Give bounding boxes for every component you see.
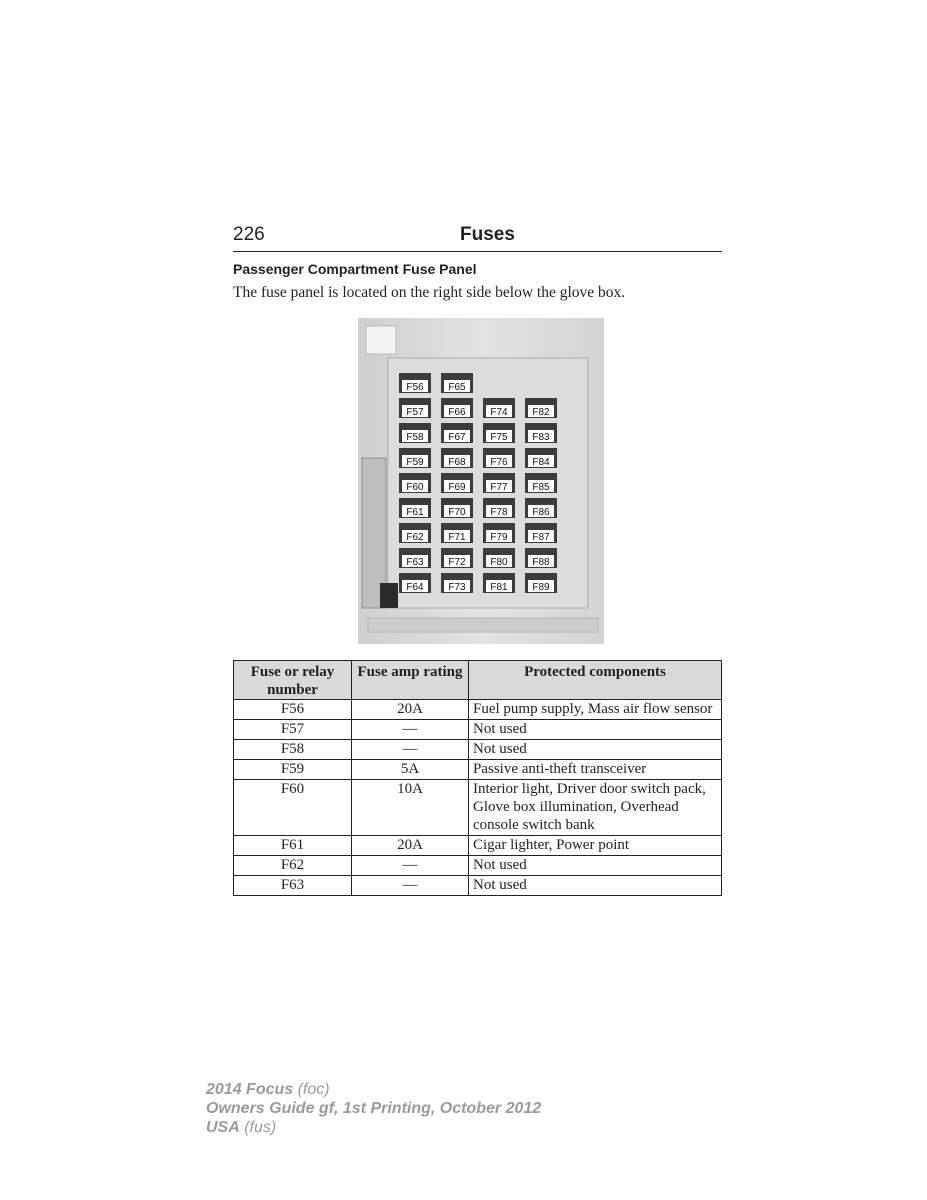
amp-rating: — bbox=[352, 740, 469, 760]
protected-components: Not used bbox=[469, 856, 722, 876]
fuse-slot bbox=[441, 573, 473, 593]
fuse-label: F89 bbox=[532, 582, 550, 593]
header-fuse-number: Fuse or relay number bbox=[234, 661, 352, 700]
table-row bbox=[234, 720, 722, 740]
fuse-number: F61 bbox=[234, 836, 352, 856]
header-amp-rating: Fuse amp rating bbox=[352, 661, 469, 700]
footer-market: USA bbox=[206, 1119, 240, 1136]
footer-guide: Owners Guide gf, 1st Printing, October 2012 bbox=[206, 1100, 542, 1117]
fuse-label: F84 bbox=[532, 457, 550, 468]
fuse-label: F69 bbox=[448, 482, 466, 493]
fuse-slot bbox=[399, 498, 431, 518]
fuse-slot bbox=[441, 548, 473, 568]
table-row bbox=[234, 836, 722, 856]
protected-components: Passive anti-theft transceiver bbox=[469, 760, 722, 780]
fuse-slot bbox=[441, 523, 473, 543]
fuse-label: F78 bbox=[490, 507, 508, 518]
fuse-slot bbox=[483, 573, 515, 593]
fuse-label: F70 bbox=[448, 507, 466, 518]
fuse-number: F58 bbox=[234, 740, 352, 760]
footer-market-code: (fus) bbox=[239, 1119, 277, 1136]
fuse-slot bbox=[399, 423, 431, 443]
fuse-slot bbox=[483, 473, 515, 493]
fuse-number: F63 bbox=[234, 876, 352, 896]
fuse-label: F65 bbox=[448, 382, 466, 393]
fuse-label: F81 bbox=[490, 582, 508, 593]
footer-model: 2014 Focus bbox=[206, 1081, 294, 1098]
fuse-number: F56 bbox=[234, 700, 352, 720]
fuse-label: F67 bbox=[448, 432, 466, 443]
fuse-table bbox=[233, 660, 722, 896]
footer-line-guide bbox=[206, 1099, 541, 1118]
protected-components: Fuel pump supply, Mass air flow sensor bbox=[469, 700, 722, 720]
fuse-slot bbox=[399, 373, 431, 393]
fuse-slot bbox=[441, 473, 473, 493]
fuse-number: F62 bbox=[234, 856, 352, 876]
fuse-slot bbox=[525, 498, 557, 518]
protected-components: Cigar lighter, Power point bbox=[469, 836, 722, 856]
fuse-label: F80 bbox=[490, 557, 508, 568]
fuse-label: F75 bbox=[490, 432, 508, 443]
fuse-slot bbox=[399, 548, 431, 568]
fuse-label: F79 bbox=[490, 532, 508, 543]
fuse-slot bbox=[441, 448, 473, 468]
fuse-slot bbox=[525, 448, 557, 468]
fuse-slot bbox=[483, 523, 515, 543]
fuse-slot bbox=[483, 398, 515, 418]
fuse-number: F57 bbox=[234, 720, 352, 740]
fuse-label: F68 bbox=[448, 457, 466, 468]
fuse-slot bbox=[525, 548, 557, 568]
footer-line-model bbox=[206, 1080, 541, 1099]
table-row bbox=[234, 740, 722, 760]
fuse-slot bbox=[441, 398, 473, 418]
amp-rating: — bbox=[352, 856, 469, 876]
table-row bbox=[234, 760, 722, 780]
fuse-slot bbox=[441, 498, 473, 518]
fuse-label: F64 bbox=[406, 582, 424, 593]
fuse-number: F60 bbox=[234, 780, 352, 836]
fuse-slot bbox=[483, 548, 515, 568]
fuse-label: F88 bbox=[532, 557, 550, 568]
fuse-slot bbox=[399, 523, 431, 543]
fuse-label: F86 bbox=[532, 507, 550, 518]
fuse-panel-diagram bbox=[358, 318, 604, 644]
table-row bbox=[234, 700, 722, 720]
section-title: Passenger Compartment Fuse Panel bbox=[233, 261, 477, 277]
fuse-label: F66 bbox=[448, 407, 466, 418]
amp-rating: 20A bbox=[352, 836, 469, 856]
fuse-slot bbox=[399, 398, 431, 418]
protected-components: Not used bbox=[469, 740, 722, 760]
fuse-slot bbox=[483, 498, 515, 518]
footer-line-market bbox=[206, 1118, 541, 1137]
fuse-label: F56 bbox=[406, 382, 424, 393]
page-number: 226 bbox=[233, 224, 265, 245]
fuse-label: F57 bbox=[406, 407, 424, 418]
fuse-label: F60 bbox=[406, 482, 424, 493]
fuse-label: F62 bbox=[406, 532, 424, 543]
fuse-label: F82 bbox=[532, 407, 550, 418]
fuse-number: F59 bbox=[234, 760, 352, 780]
chapter-title: Fuses bbox=[460, 224, 515, 245]
header-protected-components: Protected components bbox=[469, 661, 722, 700]
fuse-slot bbox=[399, 573, 431, 593]
table-row bbox=[234, 876, 722, 896]
fuse-slot bbox=[525, 523, 557, 543]
page-footer bbox=[206, 1080, 541, 1137]
fuse-label: F85 bbox=[532, 482, 550, 493]
fuse-label: F59 bbox=[406, 457, 424, 468]
fuse-slot bbox=[441, 423, 473, 443]
fuse-label: F71 bbox=[448, 532, 466, 543]
table-header-row bbox=[234, 661, 722, 700]
fuse-label: F61 bbox=[406, 507, 424, 518]
panel-bottom-strip bbox=[368, 618, 598, 632]
fuse-slot bbox=[483, 448, 515, 468]
panel-top-tab bbox=[366, 326, 396, 354]
fuse-label: F76 bbox=[490, 457, 508, 468]
protected-components: Not used bbox=[469, 720, 722, 740]
fuse-label: F72 bbox=[448, 557, 466, 568]
fuse-label: F73 bbox=[448, 582, 466, 593]
fuse-slot bbox=[525, 423, 557, 443]
fuse-label: F74 bbox=[490, 407, 508, 418]
fuse-slot bbox=[483, 423, 515, 443]
protected-components: Interior light, Driver door switch pack, Glove box illumination, Overhead console switch bank bbox=[469, 780, 722, 836]
fuse-label: F87 bbox=[532, 532, 550, 543]
fuse-slot bbox=[525, 398, 557, 418]
intro-text: The fuse panel is located on the right side below the glove box. bbox=[233, 284, 626, 301]
fuse-label: F77 bbox=[490, 482, 508, 493]
table-row bbox=[234, 856, 722, 876]
amp-rating: 5A bbox=[352, 760, 469, 780]
fuse-slot bbox=[399, 448, 431, 468]
amp-rating: — bbox=[352, 876, 469, 896]
fuse-slot bbox=[441, 373, 473, 393]
fuse-label: F63 bbox=[406, 557, 424, 568]
amp-rating: 10A bbox=[352, 780, 469, 836]
table-row bbox=[234, 780, 722, 836]
fuse-label: F58 bbox=[406, 432, 424, 443]
footer-model-code: (foc) bbox=[293, 1081, 330, 1098]
page-header bbox=[233, 224, 722, 252]
panel-left-clip bbox=[380, 583, 398, 608]
protected-components: Not used bbox=[469, 876, 722, 896]
fuse-slot bbox=[525, 473, 557, 493]
amp-rating: 20A bbox=[352, 700, 469, 720]
fuse-slot bbox=[525, 573, 557, 593]
amp-rating: — bbox=[352, 720, 469, 740]
fuse-slot bbox=[399, 473, 431, 493]
fuse-label: F83 bbox=[532, 432, 550, 443]
